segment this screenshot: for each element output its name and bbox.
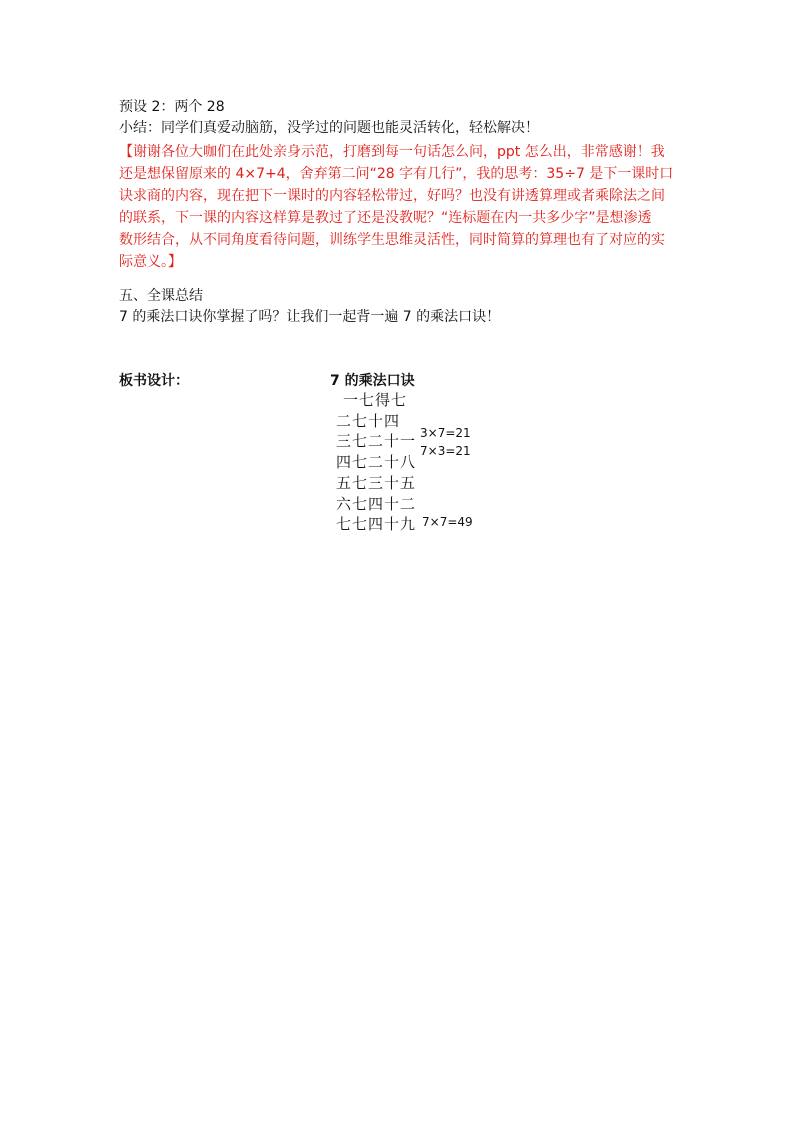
note-line: 的联系，下一课的内容这样算是教过了还是没教呢？“连标题在内一共多少字”是想渗透 xyxy=(119,210,652,226)
note-line: 数形结合，从不同角度看待问题，训练学生思维灵活性，同时简算的算理也有了对应的实 xyxy=(119,232,665,248)
teacher-note xyxy=(119,141,679,273)
preset-2-text: 预设 2：两个 28 xyxy=(119,99,225,115)
summary-text: 小结：同学们真爱动脑筋，没学过的问题也能灵活转化，轻松解决！ xyxy=(119,120,539,136)
board-design-label: 板书设计： xyxy=(119,373,189,389)
note-line: 还是想保留原来的 4×7+4，舍弃第二问“28 字有几行”，我的思考：35÷7 是下一课时口 xyxy=(119,166,674,182)
rhyme-line: 四七二十八 xyxy=(336,453,417,471)
section-5-text: 7 的乘法口诀你掌握了吗？让我们一起背一遍 7 的乘法口诀！ xyxy=(119,309,501,325)
board-title: 7 的乘法口诀 xyxy=(330,373,415,389)
note-line: 际意义。】 xyxy=(119,254,182,270)
equation-7x7: 7×7=49 xyxy=(422,515,473,529)
rhyme-line: 一七得七 xyxy=(343,391,408,409)
note-line: 【谢谢各位大咖们在此处亲身示范，打磨到每一句话怎么问，ppt 怎么出，非常感谢！我 xyxy=(119,144,665,160)
rhyme-line: 七七四十九 xyxy=(336,515,417,533)
rhyme-line: 五七三十五 xyxy=(336,474,417,492)
equation-3x7: 3×7=21 xyxy=(420,426,471,440)
rhyme-line: 六七四十二 xyxy=(336,495,417,513)
note-line: 诀求商的内容，现在把下一课时的内容轻松带过，好吗？也没有讲透算理或者乘除法之间 xyxy=(119,188,665,204)
section-5-heading: 五、全课总结 xyxy=(119,288,203,304)
rhyme-line: 二七十四 xyxy=(336,412,401,430)
rhyme-line: 三七二十一 xyxy=(336,432,417,450)
equation-7x3: 7×3=21 xyxy=(420,444,471,458)
